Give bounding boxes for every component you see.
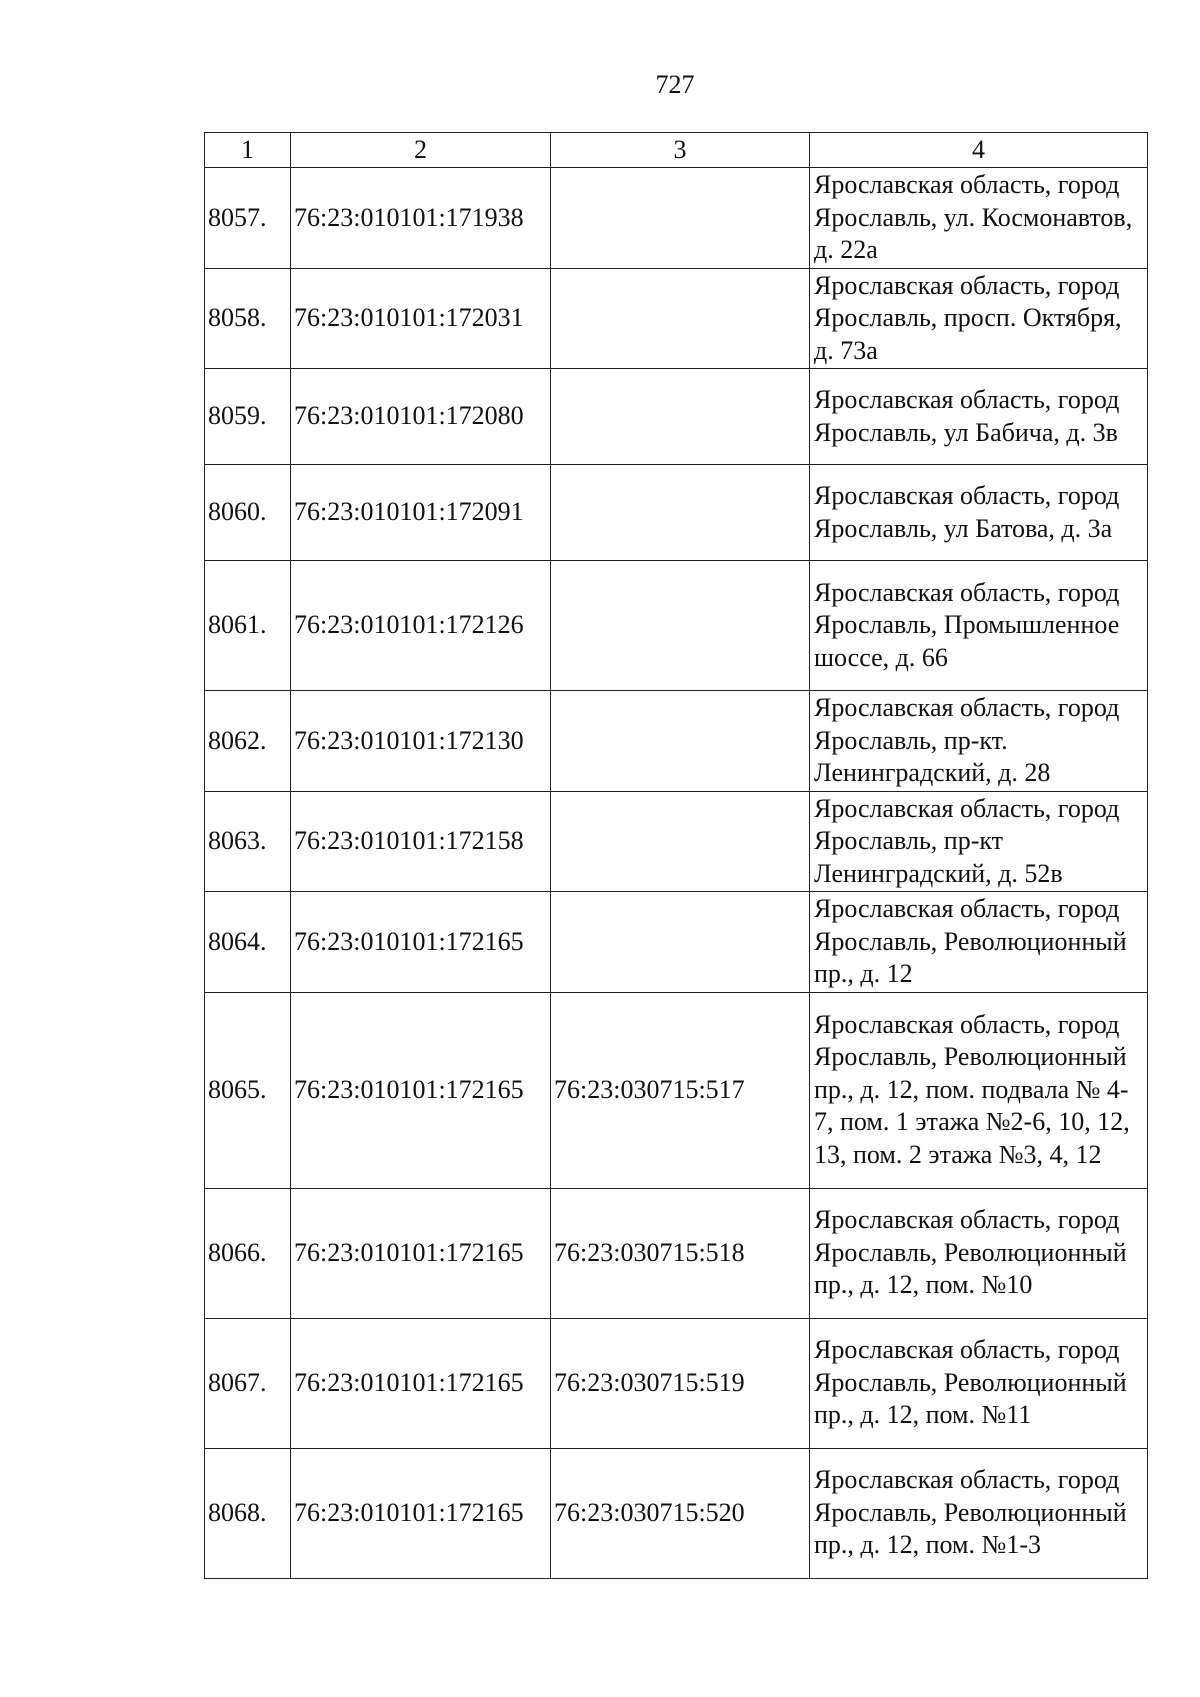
sub-cadastral-number <box>551 168 810 269</box>
cadastral-number: 76:23:010101:172080 <box>291 369 551 465</box>
registry-table <box>204 132 1148 1579</box>
table-row <box>205 268 1148 369</box>
table-body <box>205 168 1148 1579</box>
header-col-3: 3 <box>551 133 810 168</box>
address: Ярославская область, город Ярославль, ул Батова, д. 3а <box>810 465 1148 561</box>
row-number: 8062. <box>205 691 291 792</box>
row-number: 8063. <box>205 791 291 892</box>
cadastral-number: 76:23:010101:172031 <box>291 268 551 369</box>
cadastral-number: 76:23:010101:172091 <box>291 465 551 561</box>
row-number: 8066. <box>205 1188 291 1318</box>
cadastral-number: 76:23:010101:172165 <box>291 892 551 993</box>
row-number: 8064. <box>205 892 291 993</box>
table-row <box>205 369 1148 465</box>
sub-cadastral-number <box>551 465 810 561</box>
table-row <box>205 168 1148 269</box>
header-row <box>205 133 1148 168</box>
row-number: 8061. <box>205 561 291 691</box>
table-row <box>205 1188 1148 1318</box>
cadastral-number: 76:23:010101:172165 <box>291 1318 551 1448</box>
cadastral-number: 76:23:010101:172165 <box>291 992 551 1188</box>
table-row <box>205 892 1148 993</box>
sub-cadastral-number <box>551 268 810 369</box>
table-row <box>205 1448 1148 1578</box>
sub-cadastral-number: 76:23:030715:518 <box>551 1188 810 1318</box>
row-number: 8057. <box>205 168 291 269</box>
address: Ярославская область, город Ярославль, пр-кт. Ленинградский, д. 28 <box>810 691 1148 792</box>
address: Ярославская область, город Ярославль, Революционный пр., д. 12, пом. №1-3 <box>810 1448 1148 1578</box>
sub-cadastral-number: 76:23:030715:517 <box>551 992 810 1188</box>
address: Ярославская область, город Ярославль, Революционный пр., д. 12, пом. №11 <box>810 1318 1148 1448</box>
row-number: 8058. <box>205 268 291 369</box>
address: Ярославская область, город Ярославль, ул Бабича, д. 3в <box>810 369 1148 465</box>
cadastral-number: 76:23:010101:172158 <box>291 791 551 892</box>
address: Ярославская область, город Ярославль, просп. Октября, д. 73а <box>810 268 1148 369</box>
cadastral-number: 76:23:010101:172165 <box>291 1448 551 1578</box>
row-number: 8060. <box>205 465 291 561</box>
cadastral-number: 76:23:010101:172130 <box>291 691 551 792</box>
header-col-4: 4 <box>810 133 1148 168</box>
row-number: 8068. <box>205 1448 291 1578</box>
table-row <box>205 791 1148 892</box>
table-row <box>205 691 1148 792</box>
address: Ярославская область, город Ярославль, ул. Космонавтов, д. 22а <box>810 168 1148 269</box>
sub-cadastral-number <box>551 561 810 691</box>
address: Ярославская область, город Ярославль, Революционный пр., д. 12, пом. №10 <box>810 1188 1148 1318</box>
sub-cadastral-number <box>551 369 810 465</box>
header-col-1: 1 <box>205 133 291 168</box>
row-number: 8059. <box>205 369 291 465</box>
address: Ярославская область, город Ярославль, Промышленное шоссе, д. 66 <box>810 561 1148 691</box>
table-row <box>205 561 1148 691</box>
address: Ярославская область, город Ярославль, Революционный пр., д. 12 <box>810 892 1148 993</box>
row-number: 8067. <box>205 1318 291 1448</box>
address: Ярославская область, город Ярославль, пр-кт Ленинградский, д. 52в <box>810 791 1148 892</box>
sub-cadastral-number: 76:23:030715:520 <box>551 1448 810 1578</box>
sub-cadastral-number <box>551 892 810 993</box>
table-row <box>205 1318 1148 1448</box>
sub-cadastral-number <box>551 691 810 792</box>
table-header <box>205 133 1148 168</box>
cadastral-number: 76:23:010101:171938 <box>291 168 551 269</box>
header-col-2: 2 <box>291 133 551 168</box>
address: Ярославская область, город Ярославль, Революционный пр., д. 12, пом. подвала № 4-7, пом. 1 этажа №2-6, 10, 12, 13, пом. 2 этажа №3, 4, 12 <box>810 992 1148 1188</box>
cadastral-number: 76:23:010101:172165 <box>291 1188 551 1318</box>
row-number: 8065. <box>205 992 291 1188</box>
page-number: 727 <box>655 70 695 99</box>
table-row <box>205 992 1148 1188</box>
sub-cadastral-number: 76:23:030715:519 <box>551 1318 810 1448</box>
cadastral-number: 76:23:010101:172126 <box>291 561 551 691</box>
sub-cadastral-number <box>551 791 810 892</box>
table-row <box>205 465 1148 561</box>
